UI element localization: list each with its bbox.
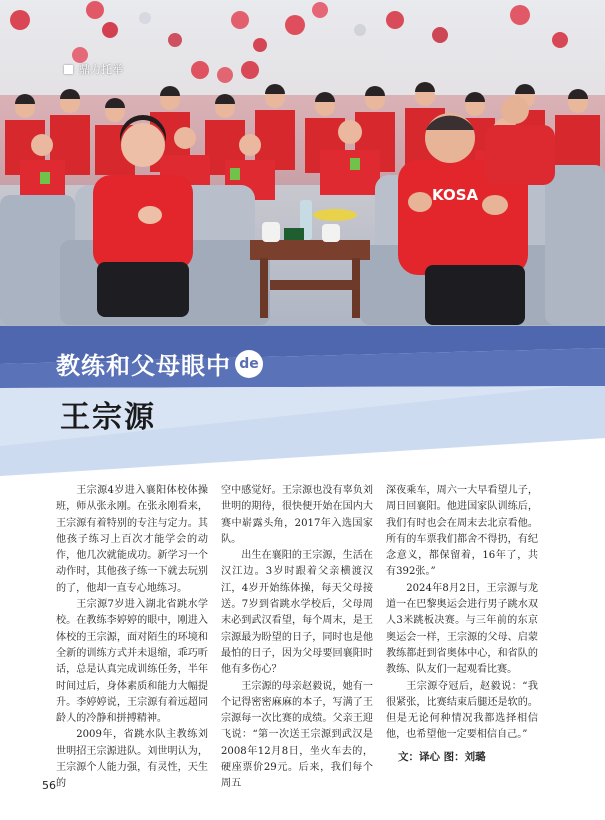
title-de-badge: de <box>235 350 263 378</box>
paragraph: 王宗源的母亲赵毅说，她有一个记得密密麻麻的本子，写满了王宗源每一次比赛的成绩。父亲王迎飞说：“第一次送王宗源到武汉是2008年12月8日，坐火车去的，硬座票价29元。后来，我们每个周五 <box>221 680 373 790</box>
paragraph: 空中感觉好。王宗源也没有辜负刘世明的期待，很快便开始在国内大赛中崭露头角，2017年入选国家队。 <box>221 485 373 545</box>
paragraph: 王宗源4岁进入襄阳体校体操班，师从张永刚。在张永刚看来，王宗源有着特别的专注与定力。其他孩子练习上百次才能学会的动作，他几次就能成功。新学习一个动作时，其他孩子练一下就去玩别的了，他却一直专心地练习。 <box>56 485 208 594</box>
section-label-text: 鼎力托举 <box>79 63 123 76</box>
title-line-1-text: 教练和父母眼中 <box>56 352 231 380</box>
header-photo <box>0 0 605 330</box>
column-1 <box>56 483 208 790</box>
title-line-1 <box>56 346 263 381</box>
section-label <box>64 61 123 77</box>
article-body <box>56 483 538 790</box>
shirt-logo: KOSA <box>432 186 479 204</box>
audience-photo-illustration <box>0 0 605 330</box>
paragraph: 出生在襄阳的王宗源，生活在汉江边。3岁时跟着父亲横渡汉江，4岁开始练体操，每天父母接送。7岁到省跳水学校后，父母周末必到武汉看望，每个周末，是王宗源最为盼望的日子，同时也是他最怕的日子，因为父母要回襄阳时他有多伤心？ <box>221 550 373 676</box>
page-number: 56 <box>42 779 56 792</box>
paragraph: 2024年8月2日，王宗源与龙道一在巴黎奥运会进行男子跳水双人3米跳板决赛。与三年前的东京奥运会一样，王宗源的父母、启蒙教练都赶到省奥体中心，和省队的教练、队友们一起观看比赛。 <box>386 582 538 676</box>
paragraph: 深夜乘车，周六一大早看望儿子，周日回襄阳。他进国家队训练后，我们有时也会在周末去北京看他。所有的车票我们都舍不得扔，有纪念意义，都保留着，16年了，共有392张。” <box>386 485 538 578</box>
column-2 <box>221 483 373 790</box>
section-square-icon <box>64 65 73 74</box>
tea-table <box>250 200 370 318</box>
title-line-2: 王宗源 <box>60 400 156 435</box>
paragraph: 王宗源夺冠后，赵毅说：“我很紧张，比赛结束后腿还是软的。但是无论何种情况我都选择相信他，也希望他一定要相信自己。” <box>386 680 538 741</box>
paragraph: 王宗源7岁进入湖北省跳水学校。在教练李婷婷的眼中，刚进入体校的王宗源，面对陌生的环境和全新的训练方式并未退缩，乖巧听话，总是认真完成训练任务，半年时间过后，身体素质和能力大幅提升。李婷婷说，王宗源有着远超同龄人的冷静和拼搏精神。 <box>56 599 208 725</box>
paragraph: 2009年，省跳水队主教练刘世明招王宗源进队。刘世明认为，王宗源个人能力强，有灵性，天生的 <box>56 729 208 790</box>
column-3 <box>386 483 538 768</box>
author-credit: 文：译心 图：刘璐 <box>398 751 486 763</box>
